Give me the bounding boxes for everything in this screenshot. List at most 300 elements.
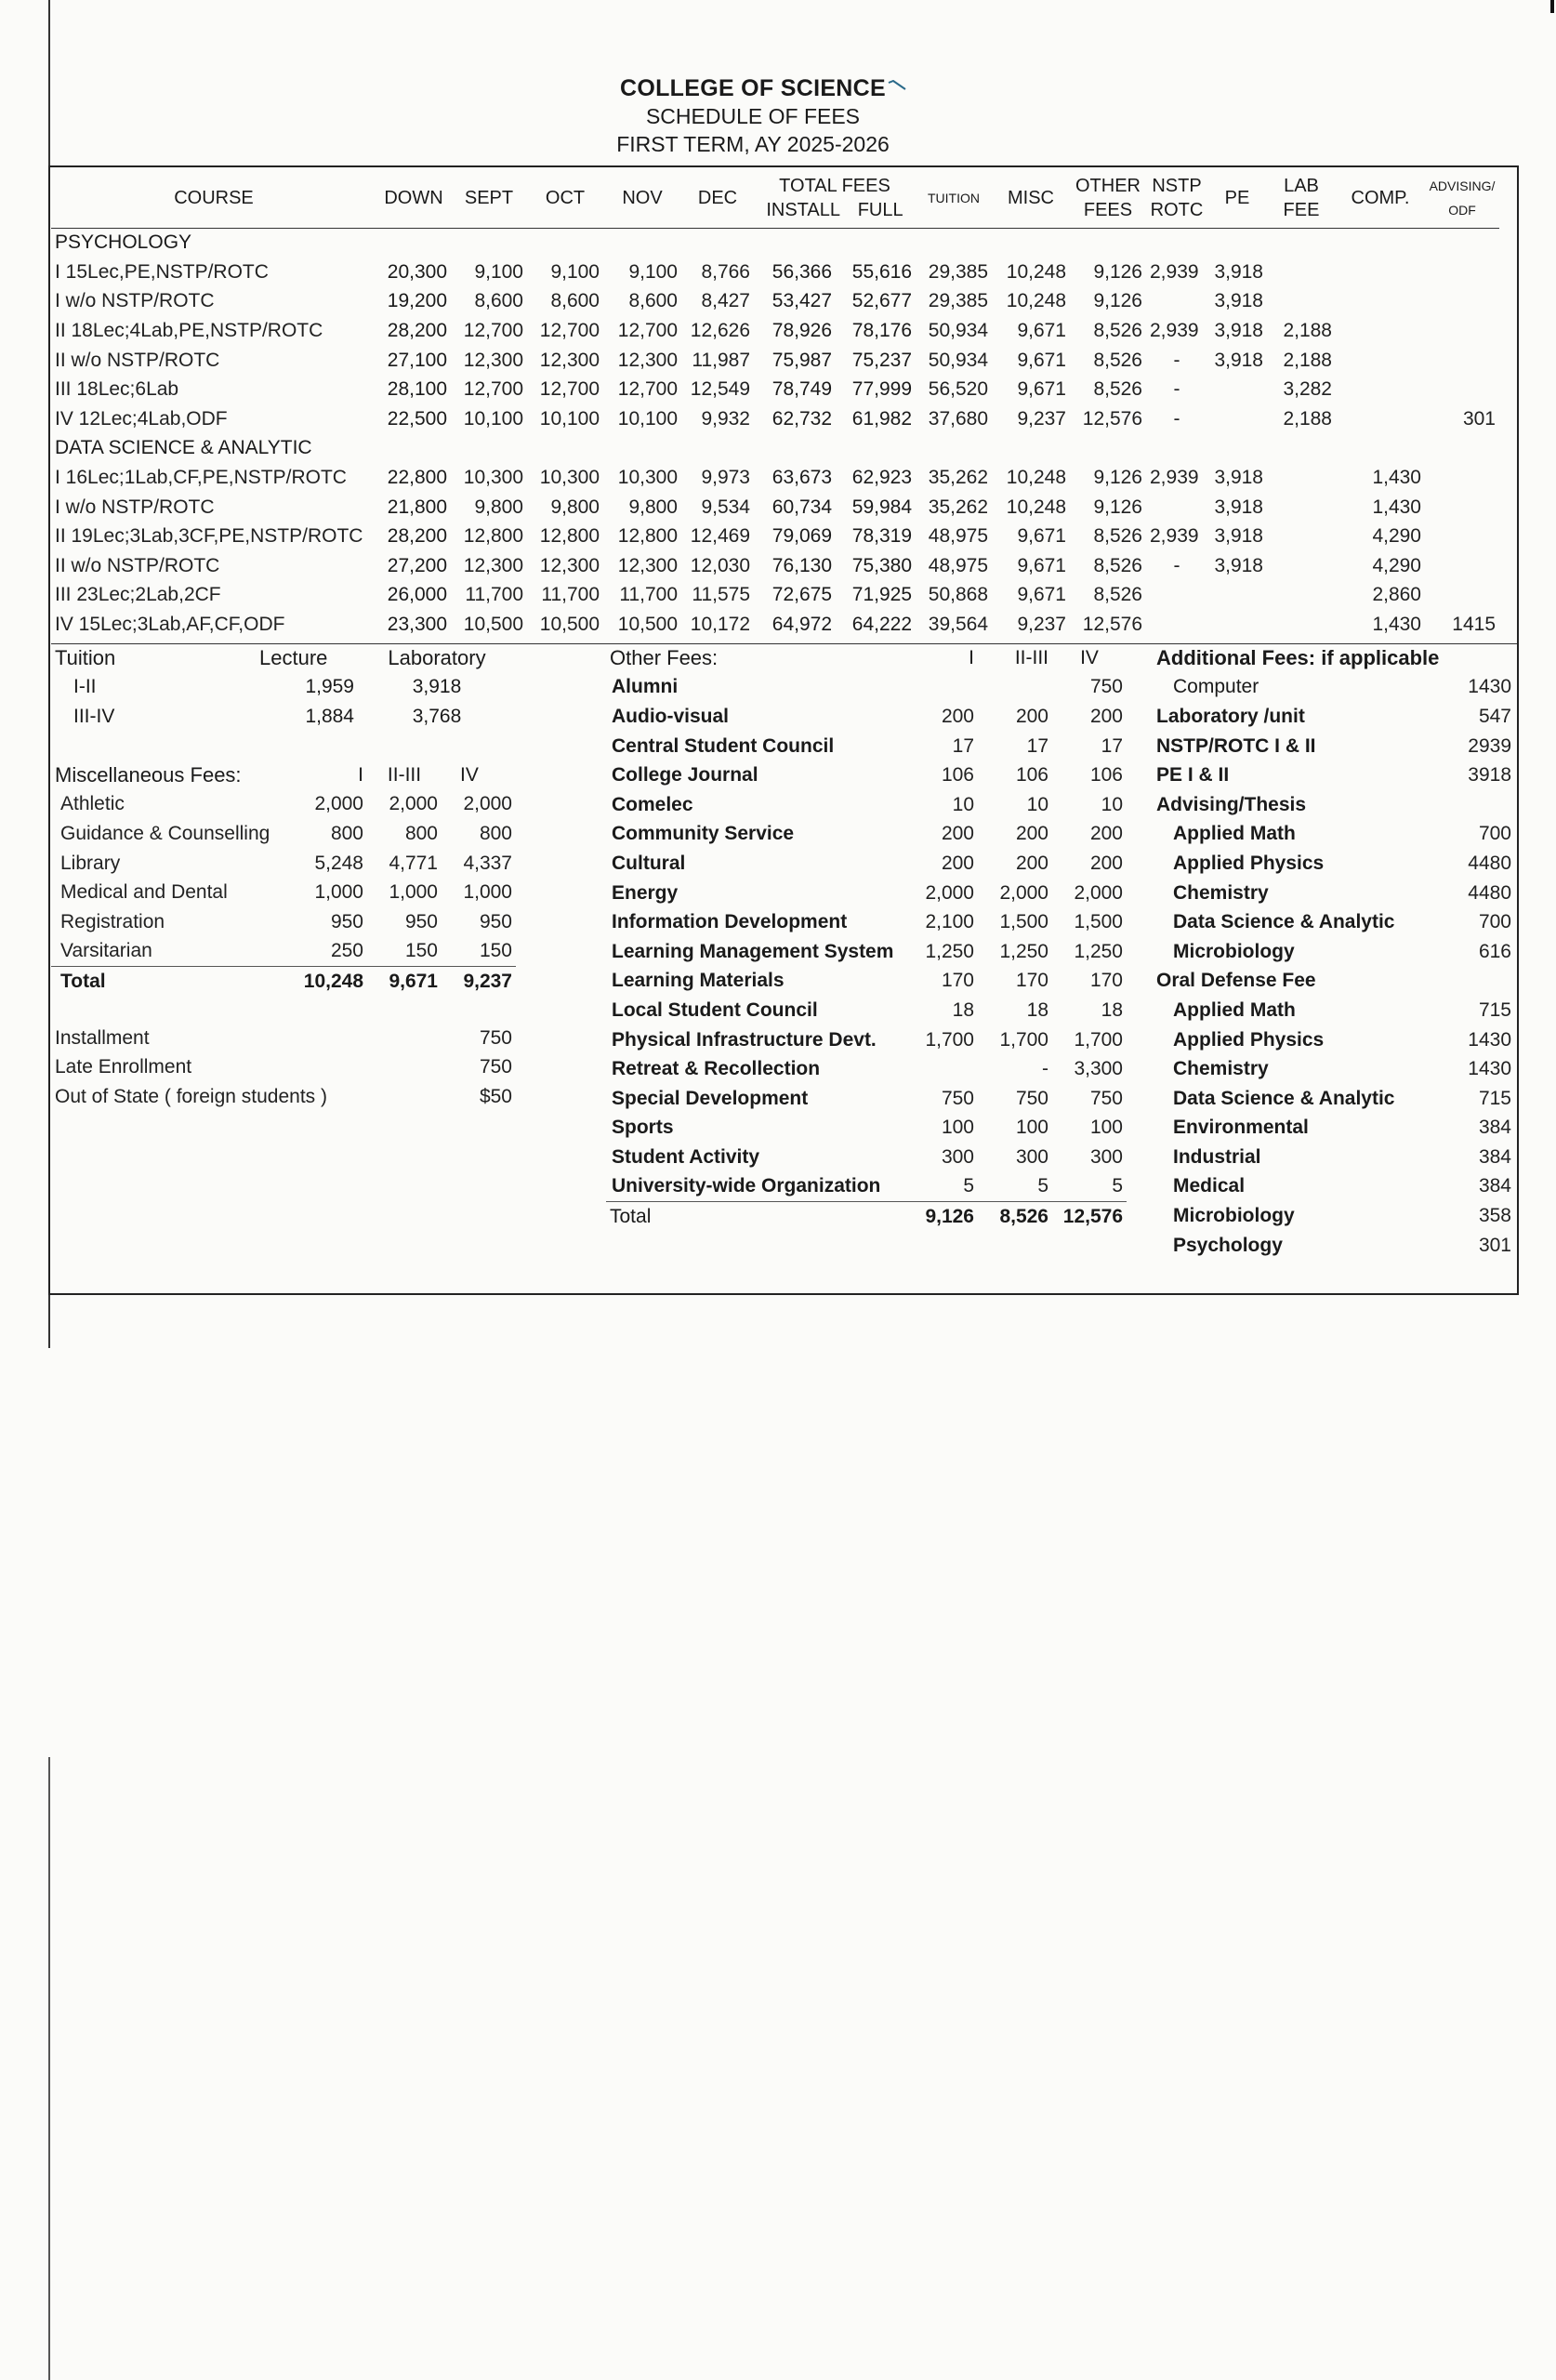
other-fee-label: Local Student Council (612, 998, 818, 1021)
other-fee-label: Community Service (612, 823, 795, 845)
pe-cell: 3,918 (1214, 467, 1263, 489)
additional-fee-label: Environmental (1173, 1117, 1309, 1139)
nov-cell: 9,100 (628, 260, 678, 283)
fee-schedule-table (51, 168, 1499, 640)
additional-fee-label: Chemistry (1173, 881, 1269, 904)
additional-fee-label: Data Science & Analytic (1173, 1087, 1395, 1109)
pe-cell: 3,918 (1214, 554, 1263, 576)
additional-fee-row (1153, 1143, 1515, 1172)
other-fee-value: 17 (952, 734, 974, 757)
misc-value: 4,771 (389, 852, 438, 874)
course-cell: IV 15Lec;3Lab,AF,CF,ODF (55, 614, 285, 636)
col-sept: SEPT (451, 168, 527, 228)
table-row (51, 375, 1499, 404)
additional-fee-label: Applied Physics (1173, 852, 1325, 874)
table-row (51, 287, 1499, 317)
tuition-row (51, 702, 516, 732)
pe-cell: 3,918 (1214, 525, 1263, 548)
misc-cell: 9,671 (1017, 525, 1066, 548)
other-fee-value: 170 (941, 970, 974, 992)
nstp-cell: - (1173, 554, 1180, 576)
additional-title: Additional Fees: if applicable (1156, 645, 1440, 669)
other-fee-value: 2,100 (925, 911, 974, 933)
other-fee-value: 1,250 (999, 940, 1048, 962)
additional-fee-label: Applied Physics (1173, 1028, 1325, 1051)
additional-fee-value: 384 (1478, 1117, 1511, 1139)
down-cell: 19,200 (387, 290, 447, 312)
tuition-cell: 29,385 (928, 290, 988, 312)
other-cell: 9,126 (1093, 290, 1142, 312)
oct-cell: 9,100 (550, 260, 600, 283)
misc-fees-block (51, 760, 516, 997)
full-cell: 77,999 (851, 378, 912, 401)
odf-cell: 301 (1462, 407, 1496, 430)
sept-cell: 12,800 (463, 525, 523, 548)
down-cell: 26,000 (387, 584, 447, 606)
other-total-ii-iii: 8,526 (978, 1202, 1052, 1232)
other-fee-value: 1,500 (999, 911, 1048, 933)
additional-fee-value: 1430 (1468, 1058, 1511, 1080)
oct-cell: 9,800 (550, 496, 600, 518)
sept-cell: 10,300 (463, 467, 523, 489)
odf-cell (1425, 463, 1499, 493)
other-fee-value: 1,250 (1074, 940, 1123, 962)
down-cell: 22,500 (387, 407, 447, 430)
other-fee-value: 1,700 (999, 1028, 1048, 1051)
course-cell: IV 12Lec;4Lab,ODF (55, 407, 228, 430)
other-fee-value: 300 (941, 1145, 974, 1168)
full-cell: 62,923 (851, 467, 912, 489)
odf-cell (1425, 493, 1499, 522)
other-fee-row (606, 849, 1127, 879)
additional-fee-row (1153, 1025, 1515, 1055)
other-col-1: I (969, 646, 974, 668)
full-cell: 78,319 (851, 525, 912, 548)
comp-cell: 4,290 (1372, 554, 1421, 576)
other-fee-row (606, 1143, 1127, 1172)
install-cell: 75,987 (771, 349, 832, 371)
additional-fee-value (1431, 967, 1515, 997)
misc-value: 950 (479, 910, 512, 932)
nov-cell: 10,300 (617, 467, 678, 489)
nov-cell: 12,700 (617, 378, 678, 401)
col-other-fees (1070, 168, 1146, 228)
other-cell: 8,526 (1093, 554, 1142, 576)
install-cell: 78,926 (771, 320, 832, 342)
section-title: PSYCHOLOGY (55, 231, 192, 254)
odf-cell (1425, 581, 1499, 611)
lab-fee-label: FEE (1283, 199, 1320, 220)
other-fee-value: 17 (1026, 734, 1048, 757)
other-col-3: IV (1080, 646, 1099, 668)
additional-fee-row (1153, 1084, 1515, 1114)
other-fee-value: 750 (1089, 1087, 1123, 1109)
odf-label: ODF (1448, 202, 1476, 218)
other-fee-value: 750 (1089, 676, 1123, 698)
other-fee-value: 170 (1089, 970, 1123, 992)
nov-cell: 10,100 (617, 407, 678, 430)
additional-fee-label: Microbiology (1173, 1205, 1295, 1227)
tuition-row (51, 673, 516, 703)
other-fee-value: 1,250 (925, 940, 974, 962)
other-fee-value: 106 (941, 764, 974, 787)
dec-cell: 12,626 (690, 320, 750, 342)
table-row (51, 610, 1499, 640)
additional-fee-value: 1430 (1468, 1028, 1511, 1051)
tuition-cell: 35,262 (928, 467, 988, 489)
other-fee-row (606, 760, 1127, 790)
sept-cell: 12,700 (463, 378, 523, 401)
comp-cell: 4,290 (1372, 525, 1421, 548)
nov-cell: 12,700 (617, 320, 678, 342)
other-fee-label: University-wide Organization (612, 1175, 881, 1197)
misc-value: 2,000 (314, 793, 363, 815)
nstp-cell: - (1173, 407, 1180, 430)
odf-cell (1425, 375, 1499, 404)
misc-value: 4,337 (463, 852, 512, 874)
term-title: FIRST TERM, AY 2025-2026 (616, 132, 890, 156)
misc-cell: 10,248 (1006, 496, 1066, 518)
nstp-cell: 2,939 (1150, 467, 1199, 489)
college-title: COLLEGE OF SCIENCE (620, 75, 886, 101)
misc-value: 2,000 (463, 793, 512, 815)
col-lab-fee (1267, 168, 1336, 228)
nstp-cell (1146, 581, 1207, 611)
other-fee-label: College Journal (612, 764, 758, 787)
misc-cell: 9,671 (1017, 554, 1066, 576)
misc-col-1: I (358, 763, 363, 786)
nov-cell: 12,300 (617, 349, 678, 371)
down-cell: 28,200 (387, 320, 447, 342)
nstp-cell: 2,939 (1150, 260, 1199, 283)
col-install: INSTALL (766, 199, 841, 220)
install-cell: 63,673 (771, 467, 832, 489)
lab-cell (1267, 287, 1336, 317)
other-cell: 8,526 (1093, 349, 1142, 371)
dec-cell: 12,469 (690, 525, 750, 548)
other-fee-value: 750 (941, 1087, 974, 1109)
misc-value: 1,000 (463, 881, 512, 904)
dec-cell: 11,987 (692, 349, 750, 371)
nstp-cell: - (1173, 349, 1180, 371)
nstp-cell: - (1173, 378, 1180, 401)
full-cell: 64,222 (851, 614, 912, 636)
misc-value: 800 (330, 822, 363, 844)
course-cell: II 18Lec;4Lab,PE,NSTP/ROTC (55, 320, 323, 342)
additional-fee-row (1153, 732, 1515, 761)
col-dec: DEC (681, 168, 754, 228)
col-course: COURSE (51, 168, 376, 228)
down-cell: 23,300 (387, 614, 447, 636)
nov-cell: 12,300 (617, 554, 678, 576)
additional-fee-value: 301 (1478, 1234, 1511, 1256)
additional-fee-row (1153, 1201, 1515, 1231)
other-fee-value: 5 (963, 1175, 974, 1197)
other-cell: 9,126 (1093, 467, 1142, 489)
table-header-row (51, 168, 1499, 228)
left-page-rule-lower (48, 1757, 50, 2380)
oct-cell: 12,300 (539, 554, 600, 576)
misc-row (51, 819, 516, 849)
other-fee-value: 200 (1089, 705, 1123, 727)
other-fee-row (606, 702, 1127, 732)
total-fees-label: TOTAL FEES (779, 175, 890, 196)
course-cell: II 19Lec;3Lab,3CF,PE,NSTP/ROTC (55, 525, 363, 548)
misc-value: 1,000 (389, 881, 438, 904)
misc-label: Registration (60, 910, 165, 932)
sept-cell: 10,500 (463, 614, 523, 636)
other-fee-label: Student Activity (612, 1145, 760, 1168)
full-cell: 61,982 (851, 407, 912, 430)
tuition-lab-label: Laboratory (388, 645, 486, 669)
course-cell: III 23Lec;2Lab,2CF (55, 584, 221, 606)
other-fee-value: 200 (1015, 852, 1048, 874)
other-fee-value: 200 (941, 705, 974, 727)
additional-fee-row (1153, 820, 1515, 850)
misc-total-i: 10,248 (293, 967, 367, 997)
table-row (51, 404, 1499, 434)
surcharge-label: Installment (55, 1026, 150, 1049)
other-fee-label: Comelec (612, 793, 693, 815)
full-cell: 59,984 (851, 496, 912, 518)
additional-fee-row (1153, 849, 1515, 879)
additional-fee-value: 700 (1478, 911, 1511, 933)
other-fee-value: 200 (1015, 705, 1048, 727)
other-fee-value: 18 (1026, 998, 1048, 1021)
other-fee-label: Retreat & Recollection (612, 1058, 821, 1080)
surcharge-label: Late Enrollment (55, 1056, 192, 1078)
full-cell: 55,616 (851, 260, 912, 283)
misc-total-ii-iii: 9,671 (367, 967, 442, 997)
misc-title: Miscellaneous Fees: (55, 762, 242, 787)
table-row (51, 493, 1499, 522)
odf-cell (1425, 287, 1499, 317)
lab-cell (1267, 258, 1336, 287)
additional-fee-value: 384 (1478, 1145, 1511, 1168)
additional-fee-label: Advising/Thesis (1156, 793, 1307, 815)
tuition-lab: 3,768 (412, 705, 462, 727)
other-total-iv: 12,576 (1052, 1202, 1127, 1232)
other-fee-row (606, 907, 1127, 937)
other-fee-value: 106 (1089, 764, 1123, 787)
other-fee-label: Sports (612, 1117, 674, 1139)
other-cell: 12,576 (1082, 407, 1142, 430)
col-advising-odf (1425, 168, 1499, 228)
other-fee-row (606, 967, 1127, 997)
other-fees-block (606, 643, 1127, 1232)
misc-cell: 9,671 (1017, 349, 1066, 371)
misc-cell: 10,248 (1006, 260, 1066, 283)
additional-fee-label: Applied Math (1173, 823, 1296, 845)
other-cell: 9,126 (1093, 260, 1142, 283)
other-label: OTHER (1075, 175, 1141, 196)
comp-cell (1336, 346, 1425, 376)
col-down: DOWN (376, 168, 451, 228)
tuition-cell: 50,934 (928, 349, 988, 371)
odf-cell: 1415 (1452, 614, 1496, 636)
misc-value: 2,000 (389, 793, 438, 815)
surcharge-value: $50 (479, 1085, 512, 1107)
full-cell: 52,677 (851, 290, 912, 312)
surcharge-value: 750 (479, 1026, 512, 1049)
comp-cell: 2,860 (1372, 584, 1421, 606)
lab-cell: 2,188 (1283, 407, 1332, 430)
misc-col-3: IV (460, 763, 479, 786)
lab-cell: 3,282 (1283, 378, 1332, 401)
other-fees-title: Other Fees: (610, 645, 719, 669)
other-fee-label: Audio-visual (612, 705, 730, 727)
down-cell: 28,200 (387, 525, 447, 548)
other-fee-row (606, 937, 1127, 967)
dec-cell: 10,172 (690, 614, 750, 636)
other-fee-row (606, 1172, 1127, 1202)
other-fee-value: 2,000 (1074, 881, 1123, 904)
additional-fee-row (1153, 937, 1515, 967)
nstp-cell: 2,939 (1150, 525, 1199, 548)
oct-cell: 11,700 (541, 584, 600, 606)
table-row (51, 346, 1499, 376)
other-fee-row (606, 1084, 1127, 1114)
additional-fee-row (1153, 879, 1515, 908)
lab-cell (1267, 551, 1336, 581)
additional-fee-value (1431, 790, 1515, 820)
misc-label: Medical and Dental (60, 881, 228, 904)
misc-label: Athletic (60, 793, 125, 815)
other-fee-label: Learning Materials (612, 970, 785, 992)
lab-cell: 2,188 (1283, 320, 1332, 342)
comp-cell (1336, 287, 1425, 317)
comp-cell (1336, 375, 1425, 404)
lab-cell (1267, 463, 1336, 493)
other-fee-value: 100 (941, 1117, 974, 1139)
misc-value: 150 (404, 940, 438, 962)
additional-fee-label: PE I & II (1156, 764, 1230, 787)
other-cell: 8,526 (1093, 320, 1142, 342)
additional-fee-value: 2939 (1468, 734, 1511, 757)
oct-cell: 12,800 (539, 525, 600, 548)
down-cell: 20,300 (387, 260, 447, 283)
other-fee-value (978, 673, 1052, 703)
additional-fee-label: Microbiology (1173, 940, 1295, 962)
dec-cell: 11,575 (692, 584, 750, 606)
other-fee-value: 200 (941, 852, 974, 874)
advising-label: ADVISING/ (1429, 178, 1496, 193)
other-fee-label: Learning Management System (612, 940, 894, 962)
other-fee-value: 200 (1089, 823, 1123, 845)
misc-cell: 9,671 (1017, 378, 1066, 401)
misc-value: 5,248 (314, 852, 363, 874)
misc-total-iv: 9,237 (442, 967, 516, 997)
down-cell: 27,100 (387, 349, 447, 371)
odf-cell (1425, 346, 1499, 376)
misc-cell: 9,237 (1017, 407, 1066, 430)
col-tuition: TUITION (916, 168, 992, 228)
tuition-cell: 35,262 (928, 496, 988, 518)
misc-value: 150 (479, 940, 512, 962)
down-cell: 27,200 (387, 554, 447, 576)
other-fee-value: 5 (1037, 1175, 1048, 1197)
schedule-title: SCHEDULE OF FEES (645, 104, 861, 128)
other-fee-row (606, 879, 1127, 908)
misc-row (51, 790, 516, 820)
other-fee-label: Energy (612, 881, 679, 904)
other-fee-label: Information Development (612, 911, 848, 933)
tuition-lecture: 1,884 (305, 705, 354, 727)
install-cell: 53,427 (771, 290, 832, 312)
dec-cell: 12,030 (690, 554, 750, 576)
other-fee-row (606, 732, 1127, 761)
other-total-i: 9,126 (903, 1202, 978, 1232)
tuition-lab: 3,918 (412, 676, 462, 698)
additional-fee-row (1153, 1231, 1515, 1261)
col-full: FULL (857, 199, 903, 220)
tuition-lecture-label: Lecture (259, 645, 328, 669)
comp-cell: 1,430 (1372, 614, 1421, 636)
install-cell: 78,749 (771, 378, 832, 401)
tuition-cell: 50,934 (928, 320, 988, 342)
col-nstp-rotc (1146, 168, 1207, 228)
nstp-cell (1146, 493, 1207, 522)
additional-fee-label: Chemistry (1173, 1058, 1269, 1080)
check-mark-icon (888, 80, 906, 91)
col-oct: OCT (527, 168, 603, 228)
dec-cell: 9,932 (701, 407, 750, 430)
dec-cell: 8,427 (701, 290, 750, 312)
additional-fees-block (1153, 643, 1515, 1260)
dec-cell: 12,549 (690, 378, 750, 401)
additional-fee-value: 700 (1478, 823, 1511, 845)
misc-cell: 9,671 (1017, 584, 1066, 606)
misc-label: Guidance & Counselling (60, 822, 270, 844)
other-cell: 8,526 (1093, 584, 1142, 606)
table-row (51, 522, 1499, 551)
misc-value: 1,000 (314, 881, 363, 904)
other-fee-value: 17 (1101, 734, 1123, 757)
other-fee-row (606, 820, 1127, 850)
other-fee-value (903, 673, 978, 703)
full-cell: 71,925 (851, 584, 912, 606)
additional-fee-value: 715 (1478, 1087, 1511, 1109)
other-fee-row (606, 790, 1127, 820)
additional-fee-value: 547 (1478, 705, 1511, 727)
misc-row (51, 849, 516, 879)
other-fee-row (606, 1114, 1127, 1144)
section-title: DATA SCIENCE & ANALYTIC (55, 437, 312, 459)
surcharge-row (51, 1082, 516, 1112)
additional-fee-label: Computer (1173, 676, 1259, 698)
sept-cell: 12,700 (463, 320, 523, 342)
nov-cell: 9,800 (628, 496, 678, 518)
install-cell: 60,734 (771, 496, 832, 518)
tuition-cell: 39,564 (928, 614, 988, 636)
comp-cell: 1,430 (1372, 467, 1421, 489)
nov-cell: 12,800 (617, 525, 678, 548)
misc-cell: 10,248 (1006, 290, 1066, 312)
other-total-label: Total (606, 1202, 903, 1232)
other-fee-value: 18 (952, 998, 974, 1021)
surcharge-value: 750 (479, 1056, 512, 1078)
down-cell: 22,800 (387, 467, 447, 489)
other-fee-value: - (1042, 1058, 1048, 1080)
oct-cell: 12,700 (539, 378, 600, 401)
dec-cell: 8,766 (701, 260, 750, 283)
misc-row (51, 907, 516, 937)
oct-cell: 10,300 (539, 467, 600, 489)
lab-label: LAB (1284, 175, 1319, 196)
misc-value: 800 (479, 822, 512, 844)
other-fee-row (606, 1025, 1127, 1055)
col-pe: PE (1207, 168, 1267, 228)
